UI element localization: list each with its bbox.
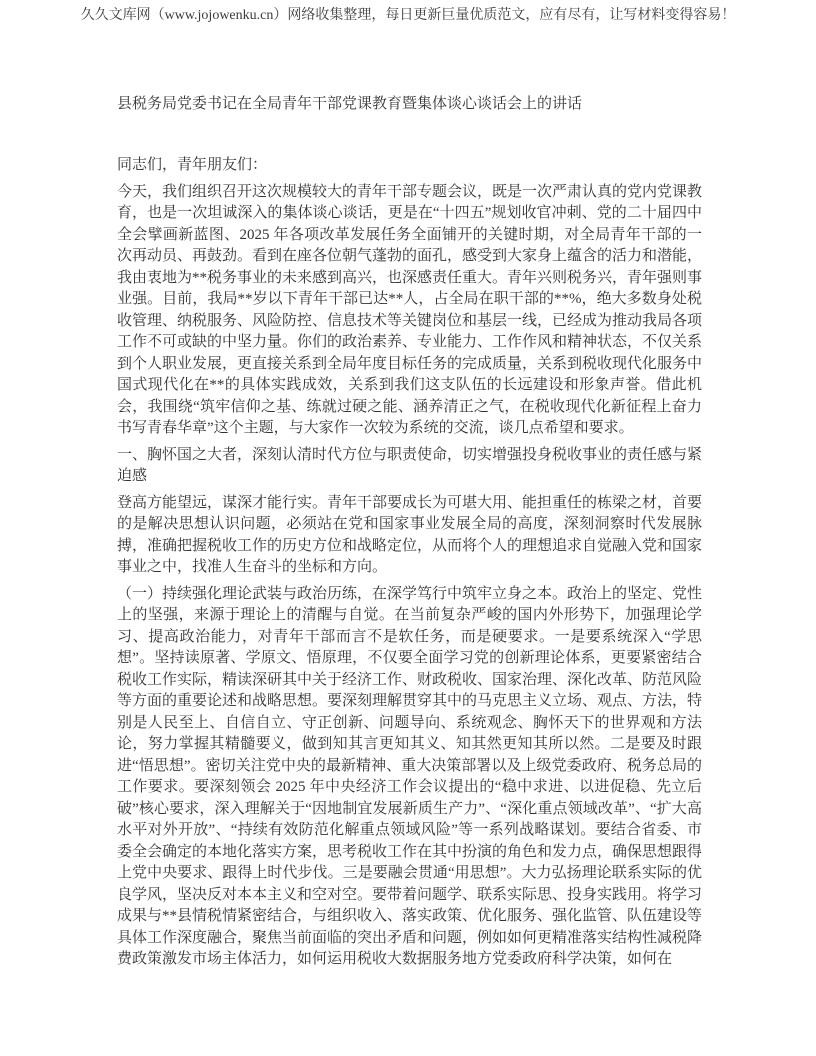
paragraph-section-lead: 登高方能望远，谋深才能行实。青年干部要成长为可堪大用、能担重任的栋梁之材，首要的是解决思想认识问题，必须站在党和国家事业发展全局的高度，深刻洞察时代发展脉搏，准确把握税收工作的历史方位和战略定位，从而将个人的理想追求自觉融入党和国家事业之中，找准人生奋斗的坐标和方向。	[117, 494, 703, 575]
document-body	[117, 93, 702, 976]
paragraph-opening: 今天，我们组织召开这次规模较大的青年干部专题会议，既是一次严肃认真的党内党课教育，也是一次坦诚深入的集体谈心谈话，更是在“十四五”规划收官冲刺、党的二十届四中全会擘画新蓝图、2025 年各项改革发展任务全面铺开的关键时期，对全局青年干部的一次再动员、再鼓劲。看到在座各位朝气蓬勃的面孔，感受到大家身上蕴含的活力和潜能，我由衷地为**税务事业的未来感到高兴，也深感责任重大。青年兴则税务兴，青年强则事业强。目前，我局**岁以下青年干部已达**人，占全局在职干部的**%，绝大多数身处税收管理、纳税服务、风险防控、信息技术等关键岗位和基层一线，已经成为推动我局各项工作不可或缺的中坚力量。你们的政治素养、专业能力、工作作风和精神状态，不仅关系到个人职业发展，更直接关系到全局年度目标任务的完成质量，关系到税收现代化服务中国式现代化在**的具体实践成效，关系到我们这支队伍的长远建设和形象声誉。借此机会，我围绕“筑牢信仰之基、练就过硬之能、涵养清正之气，在税收现代化新征程上奋力书写青春华章”这个主题，与大家作一次较为系统的交流，谈几点希望和要求。	[117, 183, 703, 436]
paragraph-point-one: （一）持续强化理论武装与政治历练，在深学笃行中筑牢立身之本。政治上的坚定、党性上的坚强，来源于理论上的清醒与自觉。在当前复杂严峻的国内外形势下，加强理论学习、提高政治能力，对青年干部而言不是软任务，而是硬要求。一是要系统深入“学思想”。坚持读原著、学原文、悟原理，不仅要全面学习党的创新理论体系，更要紧密结合税收工作实际，精读深研其中关于经济工作、财政税收、国家治理、深化改革、防范风险等方面的重要论述和战略思想。要深刻理解贯穿其中的马克思主义立场、观点、方法，特别是人民至上、自信自立、守正创新、问题导向、系统观念、胸怀天下的世界观和方法论，努力掌握其精髓要义，做到知其言更知其义、知其然更知其所以然。二是要及时跟进“悟思想”。密切关注党中央的最新精神、重大决策部署以及上级党委政府、税务总局的工作要求。要深刻领会 2025 年中央经济工作会议提出的“稳中求进、以进促稳、先立后破”核心要求，深入理解关于“因地制宜发展新质生产力”、“深化重点领域改革”、“扩大高水平对外开放”、“持续有效防范化解重点领域风险”等一系列战略谋划。要结合省委、市委全会确定的本地化落实方案，思考税收工作在其中扮演的角色和发力点，确保思想跟得上党中央要求、跟得上时代步伐。三是要融会贯通“用思想”。大力弘扬理论联系实际的优良学风，坚决反对本本主义和空对空。要带着问题学、联系实际思、投身实践用。将学习成果与**县情税情紧密结合，与组织收入、落实政策、优化服务、强化监管、队伍建设等具体工作深度融合，聚焦当前面临的突出矛盾和问题，例如如何更精准落实结构性减税降费政策激发市场主体活力，如何运用税收大数据服务地方党委政府科学决策，如何在	[117, 585, 703, 967]
document-title: 县税务局党委书记在全局青年干部党课教育暨集体谈心谈话会上的讲话	[117, 96, 583, 112]
salutation: 同志们，青年朋友们：	[117, 157, 268, 173]
site-watermark-notice: 久久文库网（www.jojowenku.cn）网络收集整理，每日更新巨量优质范文，应有尽有，让写材料变得容易！	[80, 8, 736, 23]
section-heading-one: 一、胸怀国之大者，深刻认清时代方位与职责使命，切实增强投身税收事业的责任感与紧迫感	[117, 446, 703, 484]
